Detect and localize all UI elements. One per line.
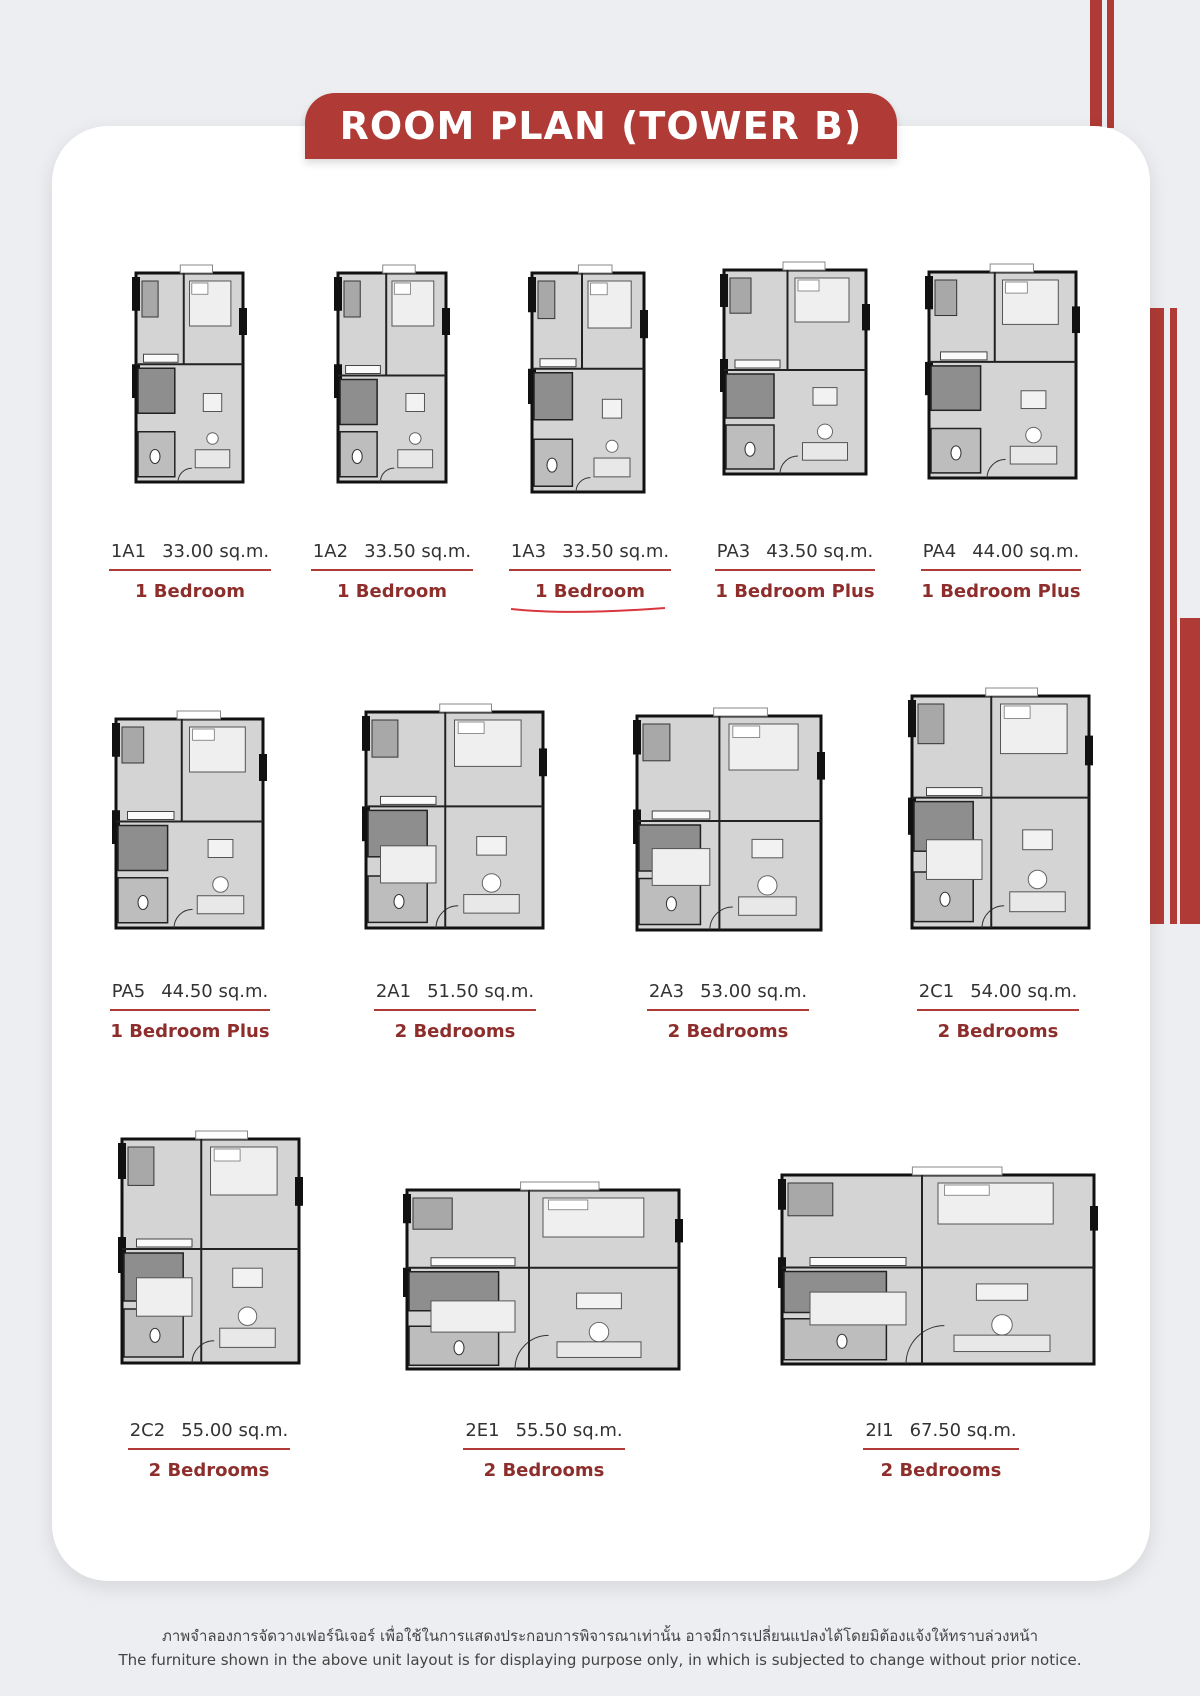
unit-area: 55.50 sq.m. [515,1420,623,1441]
unit-code-area [921,541,1082,571]
decor-bar [1170,308,1177,924]
hand-underline [508,602,668,616]
unit-code: 1A2 [312,541,349,562]
unit-code: PA4 [922,541,957,562]
unit-code-area [647,981,809,1011]
floor-plan-image [633,706,825,936]
unit-area: 44.00 sq.m. [972,541,1080,562]
decor-bar [1180,618,1200,924]
unit-type: 2 Bedrooms [394,1021,516,1042]
unit-code: 2C2 [129,1420,166,1441]
unit-label [618,981,838,1042]
unit-code: 2A3 [648,981,685,1002]
unit-area: 33.00 sq.m. [162,541,270,562]
unit-code-area [917,981,1080,1011]
unit-label [99,1420,319,1481]
unit-code: 2E1 [465,1420,500,1441]
unit-code-area [863,1420,1018,1450]
unit-code: PA3 [716,541,751,562]
unit-area: 67.50 sq.m. [909,1420,1017,1441]
unit-type: 2 Bedrooms [937,1021,1059,1042]
unit-type: 2 Bedrooms [148,1460,270,1481]
floor-plan-image [528,263,648,498]
unit-code-area [715,541,876,571]
unit-type: 2 Bedrooms [667,1021,789,1042]
unit-label [80,541,300,602]
unit-code: 1A3 [510,541,547,562]
floor-plan-image [778,1165,1098,1370]
unit-area: 33.50 sq.m. [562,541,670,562]
unit-type: 1 Bedroom Plus [921,581,1081,602]
unit-area: 54.00 sq.m. [970,981,1078,1002]
unit-code-area [110,981,271,1011]
floor-plan-image [118,1129,303,1369]
unit-label [282,541,502,602]
floor-plan-image [132,263,247,488]
unit-area: 43.50 sq.m. [766,541,874,562]
unit-code-area [128,1420,291,1450]
floor-plan-image [925,262,1080,484]
unit-type: 1 Bedroom Plus [110,1021,270,1042]
floor-plan-image [112,709,267,934]
unit-code-area [374,981,536,1011]
floor-plan-image [403,1180,683,1375]
unit-code: 2C1 [918,981,955,1002]
unit-code-area [509,541,671,571]
unit-code: PA5 [111,981,146,1002]
unit-area: 53.00 sq.m. [700,981,808,1002]
unit-type: 2 Bedrooms [880,1460,1002,1481]
decor-bar [1150,308,1164,924]
page-title: ROOM PLAN (TOWER B) [339,104,863,148]
unit-code: 2A1 [375,981,412,1002]
unit-label [80,981,300,1042]
title-tab [305,93,897,159]
floor-plan-image [362,702,547,934]
unit-area: 51.50 sq.m. [427,981,535,1002]
unit-code-area [463,1420,624,1450]
disclaimer-english: The furniture shown in the above unit layout is for displaying purpose only, in which is subjected to change without prior notice. [118,1651,1082,1669]
unit-label [891,541,1111,602]
unit-label [434,1420,654,1481]
unit-code: 1A1 [110,541,147,562]
unit-type: 1 Bedroom Plus [715,581,875,602]
unit-label [831,1420,1051,1481]
floor-plan-image [908,686,1093,934]
decor-bar [1107,0,1114,128]
unit-type: 1 Bedroom [337,581,447,602]
disclaimer-thai: ภาพจำลองการจัดวางเฟอร์นิเจอร์ เพื่อใช้ในการแสดงประกอบการพิจารณาเท่านั้น อาจมีการเปลี่ยนแปลงได้โดยมิต้องแจ้งให้ทราบล่วงหน้า [161,1627,1039,1645]
floor-plan-image [334,263,450,488]
unit-type: 1 Bedroom [135,581,245,602]
unit-area: 44.50 sq.m. [161,981,269,1002]
unit-area: 55.00 sq.m. [181,1420,289,1441]
unit-type: 1 Bedroom [535,581,645,602]
unit-code-area [311,541,473,571]
floor-plan-image [720,260,870,480]
unit-label [345,981,565,1042]
unit-label [888,981,1108,1042]
unit-area: 33.50 sq.m. [364,541,472,562]
decor-bar [1090,0,1102,128]
unit-type: 2 Bedrooms [483,1460,605,1481]
unit-label [685,541,905,602]
unit-label [480,541,700,602]
unit-code-area [109,541,271,571]
unit-code: 2I1 [865,1420,894,1441]
